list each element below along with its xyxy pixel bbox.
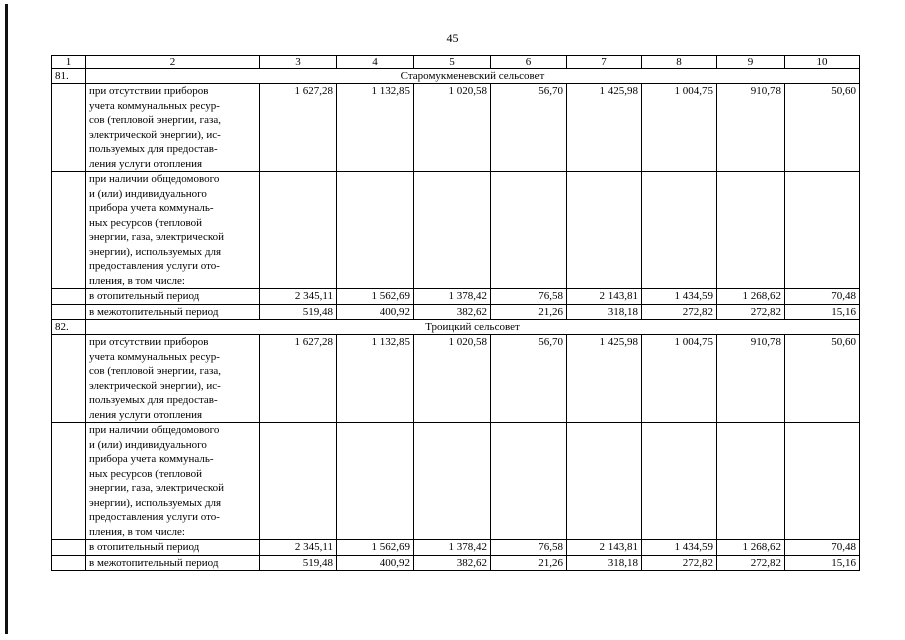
number-cell (52, 335, 86, 423)
value-cell: 519,48 (260, 555, 337, 571)
value-cell: 519,48 (260, 304, 337, 320)
value-cell: 382,62 (414, 555, 491, 571)
description-line: предоставления услуги ото- (89, 511, 220, 523)
value-cell: 1 004,75 (642, 335, 717, 423)
value-cell: 382,62 (414, 304, 491, 320)
value-cell: 910,78 (717, 84, 785, 172)
description-line: пользуемых для предостав- (89, 143, 218, 155)
number-cell (52, 555, 86, 571)
value-cell: 1 425,98 (567, 84, 642, 172)
row-description (86, 172, 260, 289)
header-cell: 4 (337, 56, 414, 69)
description-line: в отопительный период (89, 290, 200, 302)
number-cell (52, 172, 86, 289)
value-cell: 910,78 (717, 335, 785, 423)
description-line: энергии), используемых для (89, 496, 222, 509)
description-line: прибора учета коммуналь- (89, 453, 214, 465)
description-line: при наличии общедомового (89, 173, 220, 185)
tariff-table (51, 55, 860, 571)
description-line: предоставления услуги ото- (89, 260, 220, 272)
value-cell: 318,18 (567, 304, 642, 320)
section-header-row (52, 320, 860, 335)
section-number: 81. (52, 69, 86, 84)
description-line: ных ресурсов (тепловой (89, 216, 202, 229)
header-cell: 2 (86, 56, 260, 69)
value-cell (491, 423, 567, 540)
value-cell (414, 423, 491, 540)
row-description (86, 289, 260, 305)
value-cell: 1 434,59 (642, 289, 717, 305)
value-cell: 56,70 (491, 335, 567, 423)
header-cell: 9 (717, 56, 785, 69)
value-cell: 400,92 (337, 555, 414, 571)
description-line: ления услуги отопления (89, 157, 203, 170)
value-cell: 2 143,81 (567, 289, 642, 305)
data-row (52, 423, 860, 540)
value-cell: 2 345,11 (260, 289, 337, 305)
section-title: Троицкий сельсовет (86, 320, 860, 335)
value-cell (567, 172, 642, 289)
value-cell: 56,70 (491, 84, 567, 172)
header-cell: 1 (52, 56, 86, 69)
value-cell: 1 004,75 (642, 84, 717, 172)
value-cell: 15,16 (785, 304, 860, 320)
description-line: при отсутствии приборов (89, 336, 209, 348)
header-cell: 8 (642, 56, 717, 69)
row-description (86, 304, 260, 320)
description-line: в межотопительный период (89, 556, 219, 569)
value-cell (337, 172, 414, 289)
value-cell: 272,82 (717, 304, 785, 320)
value-cell: 50,60 (785, 84, 860, 172)
data-row (52, 555, 860, 571)
value-cell (642, 423, 717, 540)
value-cell (260, 423, 337, 540)
value-cell: 1 020,58 (414, 335, 491, 423)
description-line: при отсутствии приборов (89, 85, 209, 97)
value-cell: 15,16 (785, 555, 860, 571)
description-line: сов (тепловой энергии, газа, (89, 114, 221, 126)
description-line: электрической энергии), ис- (89, 379, 221, 392)
description-line: сов (тепловой энергии, газа, (89, 365, 221, 377)
data-row (52, 84, 860, 172)
value-cell (785, 423, 860, 540)
value-cell (414, 172, 491, 289)
data-row (52, 304, 860, 320)
number-cell (52, 423, 86, 540)
value-cell (785, 172, 860, 289)
value-cell: 76,58 (491, 540, 567, 556)
value-cell: 2 345,11 (260, 540, 337, 556)
header-cell: 3 (260, 56, 337, 69)
description-line: пления, в том числе: (89, 274, 185, 287)
value-cell: 21,26 (491, 304, 567, 320)
row-description (86, 335, 260, 423)
value-cell: 1 562,69 (337, 540, 414, 556)
data-row (52, 335, 860, 423)
description-line: и (или) индивидуального (89, 187, 207, 200)
value-cell: 1 020,58 (414, 84, 491, 172)
value-cell: 272,82 (717, 555, 785, 571)
value-cell (491, 172, 567, 289)
value-cell (717, 172, 785, 289)
description-line: в межотопительный период (89, 305, 219, 318)
value-cell: 21,26 (491, 555, 567, 571)
description-line: энергии), используемых для (89, 245, 222, 258)
value-cell (717, 423, 785, 540)
value-cell: 400,92 (337, 304, 414, 320)
value-cell: 1 268,62 (717, 540, 785, 556)
description-line: и (или) индивидуального (89, 438, 207, 451)
header-cell: 7 (567, 56, 642, 69)
description-line: ных ресурсов (тепловой (89, 467, 202, 480)
description-line: учета коммунальных ресур- (89, 99, 220, 112)
value-cell (337, 423, 414, 540)
description-line: энергии, газа, электрической (89, 231, 225, 243)
value-cell: 272,82 (642, 304, 717, 320)
value-cell: 70,48 (785, 289, 860, 305)
row-description (86, 423, 260, 540)
data-row (52, 289, 860, 305)
value-cell (642, 172, 717, 289)
value-cell: 1 627,28 (260, 335, 337, 423)
description-line: пользуемых для предостав- (89, 394, 218, 406)
value-cell: 272,82 (642, 555, 717, 571)
value-cell: 70,48 (785, 540, 860, 556)
header-cell: 5 (414, 56, 491, 69)
description-line: при наличии общедомового (89, 424, 220, 436)
data-row (52, 172, 860, 289)
value-cell: 1 268,62 (717, 289, 785, 305)
number-cell (52, 304, 86, 320)
value-cell: 1 434,59 (642, 540, 717, 556)
description-line: учета коммунальных ресур- (89, 350, 220, 363)
row-description (86, 540, 260, 556)
value-cell: 1 562,69 (337, 289, 414, 305)
table-body (52, 56, 860, 571)
row-description (86, 84, 260, 172)
number-cell (52, 540, 86, 556)
number-cell (52, 84, 86, 172)
header-cell: 10 (785, 56, 860, 69)
page-number: 45 (446, 31, 459, 45)
value-cell: 2 143,81 (567, 540, 642, 556)
description-line: ления услуги отопления (89, 408, 203, 421)
number-cell (52, 289, 86, 305)
page-edge-bar (5, 4, 8, 634)
value-cell: 1 132,85 (337, 84, 414, 172)
description-line: электрической энергии), ис- (89, 128, 221, 141)
value-cell: 1 627,28 (260, 84, 337, 172)
value-cell: 76,58 (491, 289, 567, 305)
section-header-row (52, 69, 860, 84)
header-cell: 6 (491, 56, 567, 69)
value-cell: 50,60 (785, 335, 860, 423)
data-row (52, 540, 860, 556)
description-line: в отопительный период (89, 541, 200, 553)
section-title: Старомукменевский сельсовет (86, 69, 860, 84)
value-cell: 1 132,85 (337, 335, 414, 423)
description-line: энергии, газа, электрической (89, 482, 225, 494)
value-cell: 1 378,42 (414, 289, 491, 305)
description-line: прибора учета коммуналь- (89, 202, 214, 214)
header-row (52, 56, 860, 69)
section-number: 82. (52, 320, 86, 335)
row-description (86, 555, 260, 571)
value-cell (567, 423, 642, 540)
value-cell: 318,18 (567, 555, 642, 571)
value-cell (260, 172, 337, 289)
description-line: пления, в том числе: (89, 525, 185, 538)
value-cell: 1 378,42 (414, 540, 491, 556)
value-cell: 1 425,98 (567, 335, 642, 423)
